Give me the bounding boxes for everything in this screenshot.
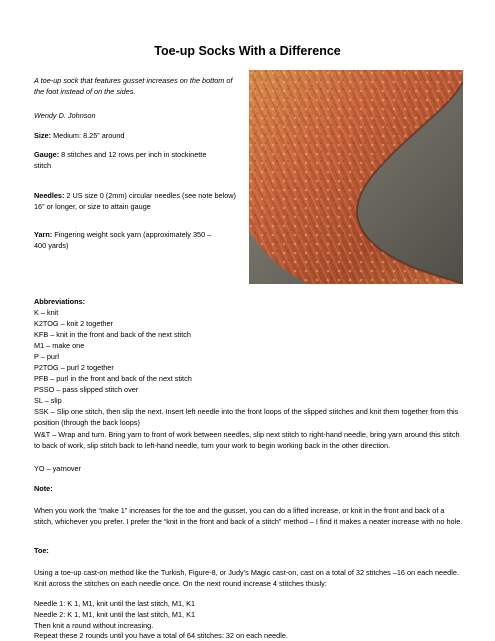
abbr-item: P – purl — [34, 352, 60, 361]
size-label: Size: — [34, 131, 52, 140]
author: Wendy D. Johnson — [34, 111, 96, 120]
toe-heading: Toe: — [34, 546, 49, 555]
toe-paragraph-3: Repeat these 2 rounds until you have a total of 64 stitches: 32 on each needle. — [34, 631, 288, 640]
sock-heel-image — [249, 70, 463, 284]
abbr-item: PFB – purl in the front and back of the next stitch — [34, 374, 192, 383]
size-value: Medium: 8.25” around — [53, 131, 125, 140]
toe-paragraph-1: Using a toe-up cast-on method like the Turkish, Figure-8, or Judy’s Magic cast-on, cast on a total of 32 stitches –16 on each needle. Knit across the stitches on each needle once. On the next round increase 4 stitches thusly: — [34, 568, 459, 589]
needles-value: 2 US size 0 (2mm) circular needles (see note below) 16” or longer, or size to attain gauge — [34, 191, 236, 212]
yarn-label: Yarn: — [34, 230, 53, 239]
abbr-item: W&T – Wrap and turn. Bring yarn to front of work between needles, slip next stitch to right-hand needle, bring yarn around this stitch to back of work, slip stitch back to left-hand needle, turn your work to begin working back in the other direction. — [34, 430, 460, 451]
sock-photo — [249, 70, 463, 284]
yarn-value: Fingering weight sock yarn (approximately 350 – 400 yards) — [34, 230, 212, 251]
abbreviations-heading: Abbreviations: — [34, 297, 86, 306]
gauge-value: 8 stitches and 12 rows per inch in stockinette stitch — [34, 150, 207, 171]
abbr-item: M1 – make one — [34, 341, 85, 350]
needles-label: Needles: — [34, 191, 65, 200]
note-heading: Note: — [34, 484, 53, 493]
abbr-item: YO – yarnover — [34, 464, 82, 473]
gauge-line — [34, 149, 214, 172]
toe-needle-2: Needle 2: K 1, M1, knit until the last stitch, M1, K1 — [34, 610, 196, 619]
intro-text: A toe-up sock that features gusset increases on the bottom of the foot instead of on the sides. — [34, 76, 233, 97]
yarn-line — [34, 229, 224, 252]
abbr-item: K2TOG – knit 2 together — [34, 319, 113, 328]
size-line — [34, 130, 239, 141]
abbr-item: SSK – Slip one stitch, then slip the next. Insert left needle into the front loops of the slipped stitches and knit them together from this position (through the back loops) — [34, 407, 459, 428]
needles-line — [34, 190, 239, 213]
gauge-label: Gauge: — [34, 150, 60, 159]
note-text: When you work the “make 1” increases for the toe and the gusset, you can do a lifted increase, or knit in the front and back of a stitch, whichever you prefer. I prefer the “knit in the front and back of a stitch” method – I find it makes a neater increase with no hole. — [34, 506, 463, 527]
abbr-item: K – knit — [34, 308, 59, 317]
abbr-item: SL – slip — [34, 396, 62, 405]
abbr-item: P2TOG – purl 2 together — [34, 363, 114, 372]
toe-paragraph-2: Then knit a round without increasing. — [34, 621, 154, 630]
abbr-item: KFB – knit in the front and back of the next stitch — [34, 330, 191, 339]
abbr-item: PSSO – pass slipped stitch over — [34, 385, 139, 394]
toe-needle-1: Needle 1: K 1, M1, knit until the last stitch, M1, K1 — [34, 599, 196, 608]
page-title: Toe-up Socks With a Difference — [154, 44, 341, 58]
